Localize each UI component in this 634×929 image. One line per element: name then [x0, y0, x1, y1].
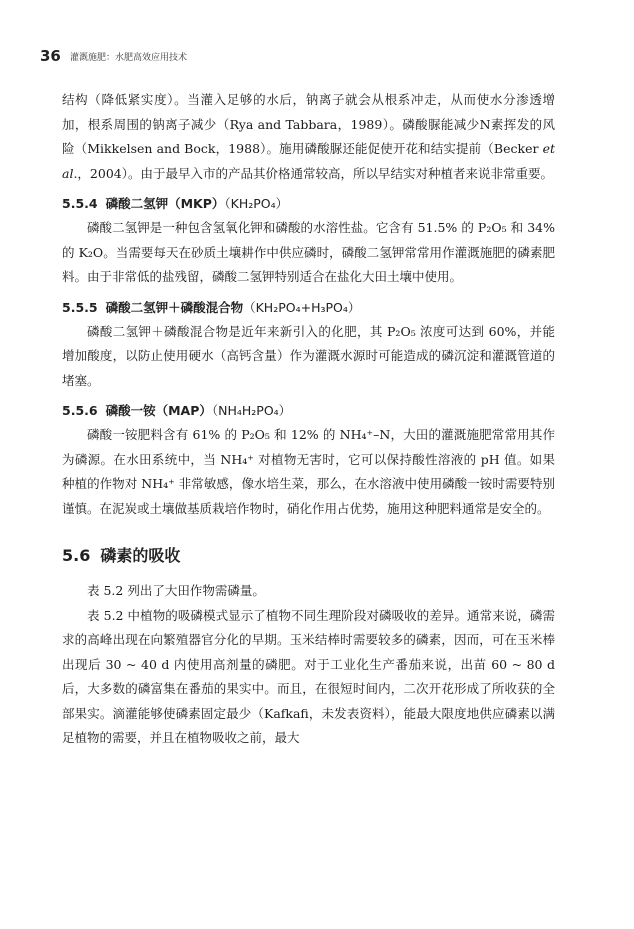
section-number: 5.5.5: [62, 299, 98, 315]
section-number: 5.5.6: [62, 403, 98, 418]
section-title: 磷酸二氢钾（MKP）: [105, 196, 225, 211]
citation-author: Becker: [493, 141, 543, 156]
running-title: 灌溉施肥：水肥高效应用技术: [70, 53, 188, 63]
page-number: 36: [40, 47, 61, 65]
section-title: 磷酸一铵（MAP）: [105, 403, 212, 418]
section-5-5-5-body: 磷酸二氢钾＋磷酸混合物是近年来新引入的化肥，其 P₂O₅ 浓度可达到 60%，并能增加酸度，以防止使用硬水（高钙含量）作为灌溉水源时可能造成的磷沉淀和灌溉管道的堵塞。: [62, 323, 555, 388]
section-formula: （NH₄H₂PO₄）: [211, 403, 292, 418]
citation-rest: .，2004）。由于最早入市的产品其价格通常较高，所以早结实对种植者来说非常重要。: [73, 165, 553, 181]
section-heading-5-5-6: [62, 399, 555, 423]
section-5-6-paragraph-1: 表 5.2 列出了大田作物需磷量。: [87, 583, 265, 598]
section-5-5-6-body: 磷酸一铵肥料含有 61% 的 P₂O₅ 和 12% 的 NH₄⁺–N，大田的灌溉施肥常常用其作为磷源。在水田系统中，当 NH₄⁺ 对植物无害时，它可以保持酸性溶液的 pH 值。如果种植的作物对 NH₄⁺ 非常敏感，像水培生菜，那么，在水溶液中使用磷酸一铵时需要特别谨慎。在泥炭或土壤做基质栽培作物时，硝化作用占优势，施用这种肥料通常是安全的。: [62, 427, 555, 516]
section-title: 磷素的吸收: [100, 546, 181, 565]
page-body: [62, 88, 555, 751]
section-number: 5.5.4: [62, 196, 98, 211]
section-number: 5.6: [62, 546, 91, 565]
section-heading-5-6: [62, 543, 555, 569]
section-heading-5-5-4: [62, 192, 555, 216]
section-5-5-4-body: 磷酸二氢钾是一种包含氢氧化钾和磷酸的水溶性盐。它含有 51.5% 的 P₂O₅ 和 34% 的 K₂O。当需要每天在砂质土壤耕作中供应磷时，磷酸二氢钾常常用作灌溉施肥的磷素肥料。由于非常低的盐残留，磷酸二氢钾特别适合在盐化大田土壤中使用。: [62, 220, 555, 284]
intro-paragraph: [62, 88, 555, 186]
section-title: 磷酸二氢钾＋磷酸混合物: [105, 299, 244, 315]
section-heading-5-5-5: [62, 296, 555, 320]
intro-text: 结构（降低紧实度）。当灌入足够的水后，钠离子就会从根系冲走，从而使水分渗透增加，根系周围的钠离子减少（Rya and Tabbara，1989）。磷酸脲能减少N素挥发的风险（Mikkelsen and Bock，1988）。施用磷酸脲还能促使开花和结实提前（: [62, 92, 555, 156]
section-formula: （KH₂PO₄+H₃PO₄）: [243, 299, 361, 315]
section-5-6-paragraph-2: 表 5.2 中植物的吸磷模式显示了植物不同生理阶段对磷吸收的差异。通常来说，磷需求的高峰出现在向繁殖器官分化的早期。玉米结棒时需要较多的磷素，因而，可在玉米棒出现后 30 ~ 40 d 内使用高剂量的磷肥。对于工业化生产番茄来说，出苗 60 ~ 80 d 后，大多数的磷富集在番茄的果实中。而且，在很短时间内，二次开花形成了所收获的全部果实。滴灌能够使磷素固定最少（Kafkafi，未发表资料），能最大限度地供应磷素以满足植物的需要，并且在植物吸收之前，最大: [62, 607, 555, 745]
citation-etal: et al: [62, 141, 555, 181]
section-formula: （KH₂PO₄）: [224, 196, 289, 211]
